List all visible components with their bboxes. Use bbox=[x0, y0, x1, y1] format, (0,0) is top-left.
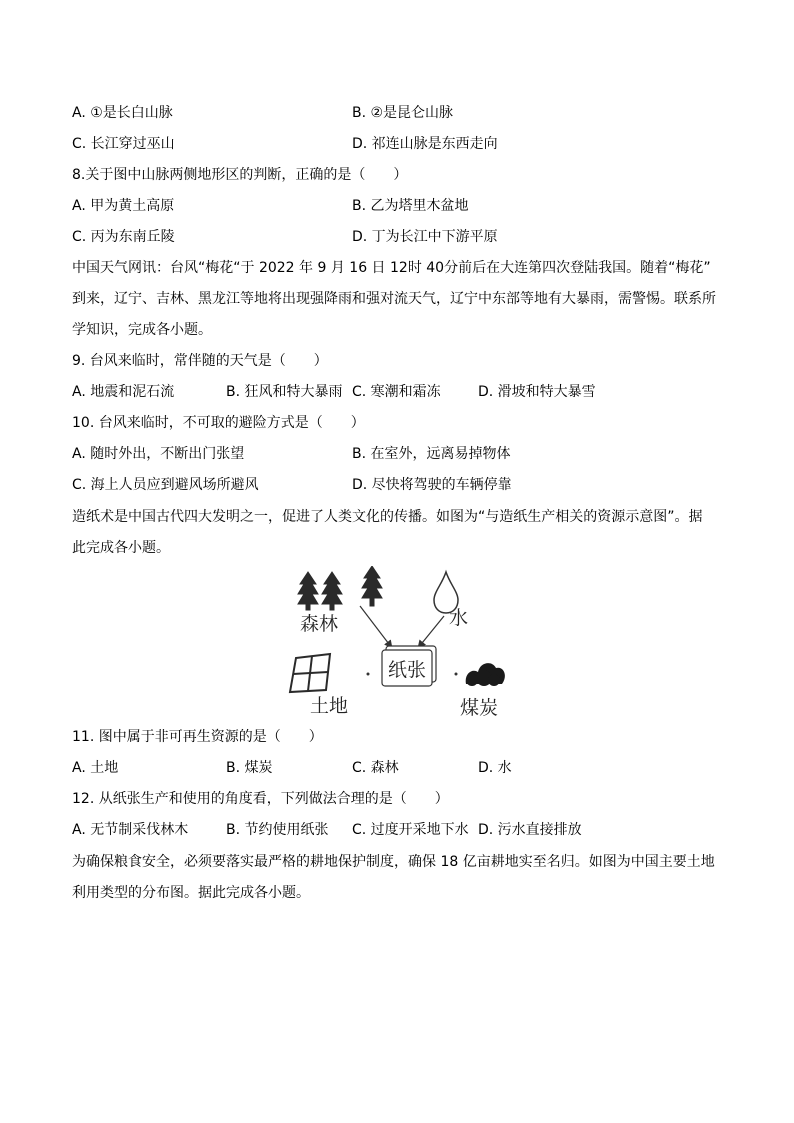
passage3-line1: 为确保粮食安全，必须要落实最严格的耕地保护制度，确保 18 亿亩耕地实至名归。如图为中国主要土地 bbox=[72, 854, 715, 870]
forest-label: 森林 bbox=[300, 613, 339, 635]
q7-option-c: C. 长江穿过巫山 bbox=[72, 136, 175, 152]
land-label: 土地 bbox=[310, 695, 349, 717]
q8-stem: 8.关于图中山脉两侧地形区的判断，正确的是（ ） bbox=[72, 167, 408, 183]
passage3-line2: 利用类型的分布图。据此完成各小题。 bbox=[72, 885, 310, 901]
q9-option-b: B. 狂风和特大暴雨 bbox=[226, 384, 343, 400]
q9-option-d: D. 滑坡和特大暴雪 bbox=[478, 384, 596, 400]
q12-option-d: D. 污水直接排放 bbox=[478, 822, 582, 838]
q8-option-a: A. 甲为黄土高原 bbox=[72, 198, 175, 214]
q11-stem: 11. 图中属于非可再生资源的是（ ） bbox=[72, 729, 323, 745]
q11-option-c: C. 森林 bbox=[352, 760, 399, 776]
q9-stem: 9. 台风来临时，常伴随的天气是（ ） bbox=[72, 353, 328, 369]
water-label: 水 bbox=[449, 607, 469, 629]
passage1-line3: 学知识，完成各小题。 bbox=[72, 322, 212, 338]
q10-option-b: B. 在室外，远离易掉物体 bbox=[352, 446, 511, 462]
q12-option-c: C. 过度开采地下水 bbox=[352, 822, 469, 838]
q7-option-a: A. ①是长白山脉 bbox=[72, 105, 173, 121]
q8-option-c: C. 丙为东南丘陵 bbox=[72, 229, 175, 245]
coal-icon bbox=[466, 663, 505, 686]
q12-stem: 12. 从纸张生产和使用的角度看，下列做法合理的是（ ） bbox=[72, 791, 449, 807]
q11-option-d: D. 水 bbox=[478, 760, 512, 776]
q12-option-b: B. 节约使用纸张 bbox=[226, 822, 329, 838]
q10-option-a: A. 随时外出，不断出门张望 bbox=[72, 446, 245, 462]
forest-icon bbox=[298, 566, 382, 610]
q9-option-a: A. 地震和泥石流 bbox=[72, 384, 175, 400]
q11-option-a: A. 土地 bbox=[72, 760, 119, 776]
q9-option-c: C. 寒潮和霜冻 bbox=[352, 384, 441, 400]
q10-option-d: D. 尽快将驾驶的车辆停靠 bbox=[352, 477, 512, 493]
passage1-line2: 到来，辽宁、吉林、黑龙江等地将出现强降雨和强对流天气，辽宁中东部等地有大暴雨，需警惕。联系所 bbox=[72, 291, 716, 307]
passage1-line1: 中国天气网讯：台风“梅花“于 2022 年 9 月 16 日 12时 40分前后在大连第四次登陆我国。随着“梅花” bbox=[72, 260, 711, 276]
passage2-line2: 此完成各小题。 bbox=[72, 540, 170, 556]
passage2-line1: 造纸术是中国古代四大发明之一，促进了人类文化的传播。如图为“与造纸生产相关的资源示意图”。据 bbox=[72, 509, 703, 525]
forest-to-paper-arrow bbox=[360, 606, 392, 648]
paper-resources-diagram bbox=[288, 566, 506, 720]
coal-connector-dot bbox=[455, 673, 458, 676]
q12-option-a: A. 无节制采伐林木 bbox=[72, 822, 189, 838]
q10-option-c: C. 海上人员应到避风场所避风 bbox=[72, 477, 259, 493]
q7-option-d: D. 祁连山脉是东西走向 bbox=[352, 136, 498, 152]
water-to-paper-arrow bbox=[418, 616, 444, 648]
paper-label: 纸张 bbox=[388, 659, 427, 681]
q8-option-d: D. 丁为长江中下游平原 bbox=[352, 229, 498, 245]
land-icon bbox=[290, 654, 330, 692]
paper-resources-figure bbox=[288, 566, 506, 720]
coal-label: 煤炭 bbox=[460, 697, 499, 719]
land-connector-dot bbox=[367, 673, 370, 676]
q10-stem: 10. 台风来临时，不可取的避险方式是（ ） bbox=[72, 415, 365, 431]
q7-option-b: B. ②是昆仑山脉 bbox=[352, 105, 454, 121]
q11-option-b: B. 煤炭 bbox=[226, 760, 273, 776]
q8-option-b: B. 乙为塔里木盆地 bbox=[352, 198, 469, 214]
